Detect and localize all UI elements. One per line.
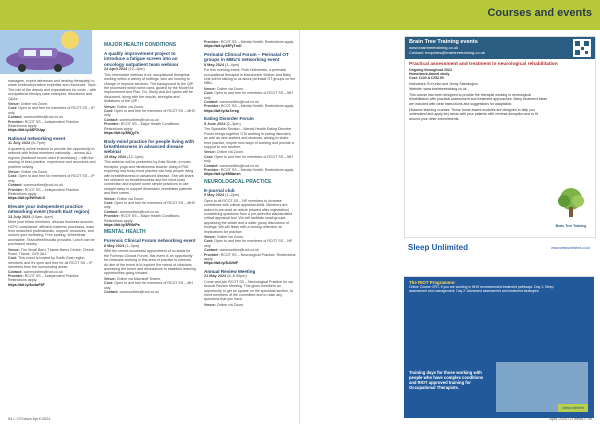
column-3: Provider: RCOT SS – Mental Health. Restrictions apply. https://bit.ly/49FyTmD Perinatal Clinical Forum – Perinatal OT groups in MBU's networking event 8 May 2024 (1–4pm) For this evening event, Ruth Hofmeister, a perinatal occupational therapist in Manchester Mother and Baby Unit will be talking to us about perinatal OT groups on the MBU. Venue: Online via Zoom. Cost: Open to and free for members of RCOT SS – MH only. Contact: communities@rcot.co.uk Provider: RCOT SS – Mental Health. Restrictions apply. https://bit.ly/4a7ersg Eating Disorder Forum 5 June 2024 (2–3pm) The Specialist Section – Mental Health Eating Disorder Forum brings together OTs working in eating disorders, as well as new starters and students, aiming to share best practice, inspire new ways of working and provide a support to one another. Venue: Online via Zoom. Cost: Open to and free for members of RCOT SS – MH only. Contact: communities@rcot.co.uk Provider: RCOT SS – Mental Health. Restrictions apply. https://bit.ly/49Bbnxn NEUROLOGICAL PRACTICE E-journal club 9 May 2024 (1–2pm) Open to all RCOT SS – NP members to increase confidence with critical appraisal skills. Members are asked to pre-read an article (shared after registration) considering questions from a pre-selected standardised critical appraisal tool. We will facilitate small groups appraising the article and a wider group discussion of findings. We will finish with a closing reflection on implications for practice. Venue: Online via Zoom. Cost: Open to and free for members of RCOT SS – NP only. Contact: communities@rcot.co.uk Provider: RCOT SS – Neurological Practice. Restrictions apply. https://bit.ly/3Ui2hIF Annual Review Meeting 21 May 2024 (6–6.30pm) Come and join RCOT SS – Neurological Practice for our Annual Review Meeting. This gives members an opportunity to get an update on the specialist section, to meet members of the committee and to raise any questions that you have. Venue: Online via Zoom. (204, 40, 296, 307)
venue-text: Online via Zoom. (216, 235, 244, 239)
qr-code-icon (573, 39, 591, 57)
event-date: 8 May 2024 (104, 243, 125, 248)
training-info (409, 370, 487, 390)
event-date: 8 May 2024 (204, 62, 225, 67)
contact-link[interactable]: communities@rcot.co.uk (219, 163, 259, 168)
event-time: (6–6.30pm) (227, 274, 247, 279)
event-time: (12–1pm) (128, 67, 145, 72)
car-illustration (0, 30, 92, 74)
page-header (0, 0, 600, 30)
provider-text: RCOT SS – Major Health Conditions. Restrictions apply. (104, 214, 181, 223)
advert-url[interactable]: www.sleepunlimited.co.uk (551, 246, 590, 250)
event-item: Elevate your independent practice networking event (South East region) 13 July 2024 (10am–4pm) Meet your fellow members, discuss business acumen, HCPC compliance, efficient business processes, learn from seasoned professionals, support, resources, and nurture your wellbeing. Free parking. Wheelchair accessible. Tea/coffee/biscuits provided. Lunch can be purchased nearby. Venue: The Small Barn, Thame Barns Centre, Church Road, Thame, OX9 3AJ. Cost: This event is hosted by South East region members and it's open and free for all RCOT SS – IP members from the surrounding areas. Contact: communities@rcot.co.uk Provider: RCOT SS – Independent Practice. Restrictions apply. https://bit.ly/4cdwF4F (8, 204, 98, 288)
event-body: This informative webinar is for occupational therapists working within a variety of settings, who are looking to change or improve services. The background to the QIP, the processes which were used, guided by the Model for Improvement and Plan, Do, Study and Act cycles will be discussed, along with the results, strengths and limitations of the QIP. (104, 72, 194, 104)
event-time: (10am–4pm) (31, 214, 53, 219)
section-heading: NEUROLOGICAL PRACTICE (204, 178, 272, 185)
venue-text: Online via Zoom. (216, 86, 244, 91)
cost-text: Open to and free for members of RCOT SS – MHC only. (104, 109, 196, 118)
event-link[interactable]: https://bit.ly/48FOUpp (8, 128, 46, 133)
event-link[interactable]: https://bit.ly/49FyTmD (204, 44, 242, 49)
advert-header (405, 37, 595, 59)
contact-link[interactable]: communities@rcot.co.uk (119, 117, 159, 122)
event-time: (2–3pm) (226, 121, 241, 126)
course-format: Home/work-based study (409, 71, 450, 76)
contact-link[interactable]: communities@rcot.co.uk (23, 183, 63, 188)
venue-text: Online via Zoom. (20, 102, 48, 107)
advert-brand: Brain Tree Training events (409, 39, 478, 45)
brain-tree-advert (404, 36, 596, 238)
event-body: The Specialist Section – Mental Health Eating Disorder Forum brings together OTs working in eating disorders, as well as new starters and students, aiming to share best practice, inspire new ways of working and provide a support to one another. (204, 127, 294, 149)
venue-text: Online via Zoom. (216, 302, 244, 307)
event-time: (1–4pm) (225, 62, 240, 67)
course-description: This course has been designed to provide the therapist working in neurological rehabilitation with practical assessment and treatment approaches. Many treatment ideas are included with clear instructions and suggestions for adaptation. (409, 93, 548, 106)
event-title: Perinatal Clinical Forum – Perinatal OT groups in MBU's networking event (204, 51, 289, 63)
event-title: Body-mind practice for people living with breathlessness in advanced disease webinar (104, 138, 195, 155)
column-2 (104, 40, 196, 294)
contact-link[interactable]: communities@rcot.co.uk (219, 248, 259, 253)
programme-text: Online Course CPD. If you are working in NHS recommended treatment pathways. Day 1: Sleep assessment and management. Day 2: Advanced assessment and treatment strategies. (409, 285, 554, 294)
advert-badge: sleepunlimited (558, 404, 588, 412)
event-date: 5 June 2024 (204, 121, 226, 126)
event-body: Meet your fellow members, discuss business acumen, HCPC compliance, efficient business processes, learn from seasoned professionals, support, resources, and nurture your wellbeing. Free parking. Wheelchair accessible. Tea/coffee/biscuits provided. Lunch can be purchased nearby. (8, 220, 95, 247)
cost-text: Open to and free for members of RCOT SS – NP only. (204, 239, 293, 248)
event-item: Annual Review Meeting 21 May 2024 (6–6.30pm) Come and join RCOT SS – Neurological Practice for our Annual Review Meeting. This gives members an opportunity to get an update on the specialist section, to meet members of the committee and to raise any questions that you have. Venue: Online via Zoom. (204, 269, 296, 307)
provider-text: RCOT SS – Mental Health. Restrictions apply. (220, 40, 294, 44)
course-ongoing: Ongoing throughout 2024 (409, 67, 452, 72)
venue-text: Online via Zoom. (116, 104, 144, 109)
logo-text: Brain Tree Training (555, 224, 587, 228)
event-body: Come and join RCOT SS – Neurological Practice for our Annual Review Meeting. This gives members an opportunity to get an update on the specialist section, to meet members of the committee and to raise any questions that you have. (204, 279, 294, 302)
event-item: E-journal club 9 May 2024 (1–2pm) Open to all RCOT SS – NP members to increase confidence with critical appraisal skills. Members are asked to pre-read an article (shared after registration) considering questions from a pre-selected standardised critical appraisal tool. We will facilitate small groups appraising the article and a wider group discussion of findings. We will finish with a closing reflection on implications for practice. Venue: Online via Zoom. Cost: Open to and free for members of RCOT SS – NP only. Contact: communities@rcot.co.uk Provider: RCOT SS – Neurological Practice. Restrictions apply. https://bit.ly/3Ui2hIF (204, 187, 296, 266)
event-date: 15 May 2024 (104, 154, 127, 159)
course-title: Practical assessment and treatment in neurological rehabilitation (409, 62, 558, 67)
venue-text: Online via Microsoft Teams. (116, 276, 161, 281)
event-item: Perinatal Clinical Forum – Perinatal OT groups in MBU's networking event 8 May 2024 (1–4pm) For this evening event, Ruth Hofmeister, a perinatal occupational therapist in Manchester Mother and Baby Unit will be talking to us about perinatal OT groups on the MBU. Venue: Online via Zoom. Cost: Open to and free for members of RCOT SS – MH only. Contact: communities@rcot.co.uk Provider: RCOT SS – Mental Health. Restrictions apply. https://bit.ly/4a7ersg (204, 51, 296, 113)
event-body: This webinar will be presented by Kate Binnie, a music therapist, yoga and mindfulness teacher doing a PhD exploring how body-mind practice can help people living with breathlessness in advanced disease. She will share her research on breathlessness and the mind-body connection and explore some simple practices to use straight away to support distressed, breathless patients and their carers. (104, 160, 194, 196)
venue-text: The Small Barn, Thame Barns Centre, Church Road, Thame, OX9 3AJ. (8, 247, 95, 256)
event-body: Open to all RCOT SS – NP members to increase confidence with critical appraisal skills. Members are asked to pre-read an article (shared after registration) considering questions from a pre-selected standardised critical appraisal tool. We will facilitate small groups appraising the article and a wider group discussion of findings. We will finish with a closing reflection on implications for practice. (204, 198, 293, 234)
event-title: Annual Review Meeting (204, 268, 256, 274)
event-item: Forensic Clinical Forum networking event 8 May 2024 (1–3pm) With the recent successful appointment of co-leads for the Forensic Clinical Forum, this event is an opportunity for clinicians working in this area of practice to network. An aim of the event is to explore the needs of clinicians accessing the forum and discussions to establish learning opportunities going forward. Venue: Online via Microsoft Teams. Cost: Open to and free for members of RCOT SS – MH only. Contact: communities@rcot.co.uk (104, 238, 196, 295)
event-link[interactable]: https://bit.ly/4a7ersg (204, 108, 239, 113)
cost-text: Open to and free for members of RCOT SS – MH only. (204, 91, 293, 100)
cost-text: Open to and free for members of RCOT SS – MH only. (204, 154, 293, 164)
event-date: 11 July 2024 (8, 141, 31, 146)
programme-heading: The RIOT Programme: (409, 280, 456, 285)
event-title: Eating Disorder Forum (204, 116, 254, 122)
event-time: (12–1pm) (127, 154, 144, 159)
advert-url[interactable]: www.braintreetraining.co.uk (409, 45, 459, 50)
course-website[interactable]: Website: www.braintreetraining.co.uk (409, 86, 467, 91)
event-body: With the recent successful appointment of co-leads for the Forensic Clinical Forum, this event is an opportunity for clinicians working in this area of practice to network. An aim of the event is to explore the needs of clinicians accessing the forum and discussions to establish learning opportunities going forward. (104, 249, 196, 276)
page-title: Courses and events (487, 7, 592, 19)
brain-tree-logo (553, 187, 589, 227)
venue-text: Online via Zoom. (216, 150, 244, 155)
venue-text: Online via Zoom. (20, 169, 48, 174)
contact-link[interactable]: communities@rcot.co.uk (23, 115, 63, 120)
provider-text: RCOT SS – Mental Health. Restrictions apply. (220, 104, 294, 109)
event-title: Forensic Clinical Forum networking event (104, 238, 196, 244)
event-item: Body-mind practice for people living with breathlessness in advanced disease webinar 15 May 2024 (12–1pm) This webinar will be presented by Kate Binnie, a music therapist, yoga and mindfulness teacher doing a PhD exploring how body-mind practice can help people living with breathlessness in advanced disease. She will share her research on breathlessness and the mind-body connection and explore some simple practices to use straight away to support distressed, breathless patients and their carers. Venue: Online via Zoom. Cost: Open to and free for members of RCOT SS – MHC only. Contact: communities@rcot.co.uk Provider: RCOT SS – Major Health Conditions. Restrictions apply. https://bit.ly/3RVkiPa (104, 138, 196, 227)
event-link[interactable]: https://bit.ly/4cdwF4F (8, 282, 45, 287)
event-link[interactable]: https://bit.ly/3WVstLS (8, 196, 45, 201)
event-title: E-journal club (204, 187, 235, 193)
section-heading: MAJOR HEALTH CONDITIONS (104, 42, 177, 48)
advert-body (404, 277, 594, 296)
sun-icon (61, 31, 79, 49)
event-link[interactable]: https://bit.ly/3BQyTk (104, 131, 139, 136)
contact-link[interactable]: communities@rcot.co.uk (23, 269, 63, 274)
venue-text: Online via Zoom. (116, 196, 144, 201)
intro-text: managers, expert witnesses and treating therapists) to share evidence/practice expertise and resources. Topic: The role of the deputy and expectations for costs – with occupational therapy case examples, discussion and Q&As. (8, 79, 97, 101)
distance-learning-text: Distance learning courses: These home-based modules are designed to help you understand and apply key areas with your patients with minimal disruption and to fit around your other commitments. (409, 107, 538, 121)
event-item: A quality improvement project to introduce a fatigue screen into an oncology outpatient team webinar 24 April 2024 (12–1pm) This informative webinar is for occupational therapists working within a variety of settings, who are looking to change or improve services. The background to the QIP, the processes which were used, guided by the Model for Improvement and Plan, Do, Study and Act cycles will be discussed, along with the results, strengths and limitations of the QIP. Venue: Online via Zoom. Cost: Open to and free for members of RCOT SS – MHC only. Contact: communities@rcot.co.uk Provider: RCOT SS – Major Health Conditions. Restrictions apply. https://bit.ly/3BQyTk (104, 51, 196, 136)
event-title: A quality improvement project to introduce a fatigue screen into an oncology outpatient team webinar (104, 51, 179, 67)
advert-brand: Sleep Unlimited (408, 243, 469, 252)
event-link[interactable]: https://bit.ly/3Ui2hIF (204, 261, 239, 266)
event-time: (6–7pm) (31, 141, 46, 146)
cost-text: Open to and free for members of RCOT SS – MH only. (104, 281, 193, 290)
advert-contact[interactable]: Contact: enquiries@braintreetraining.co.uk (409, 50, 485, 55)
event-time: (1–3pm) (125, 243, 140, 248)
page-number-left: 54 ▹ OTnews April 2024 (8, 416, 51, 421)
provider-text: RCOT SS – Independent Practice. Restrictions apply. (8, 119, 80, 129)
event-date: 9 May 2024 (204, 193, 225, 198)
event-date: 13 July 2024 (8, 214, 31, 219)
event-date: 24 April 2024 (104, 67, 128, 72)
column-1: managers, expert witnesses and treating therapists) to share evidence/practice expertise and resources. Topic: The role of the deputy and expectations for costs – with occupational therapy case examples, discussion and Q&As. Venue: Online via Zoom. Cost: Open to and free for members of RCOT SS – IP only. Contact: communities@rcot.co.uk Provider: RCOT SS – Independent Practice. Restrictions apply. https://bit.ly/48FOUpp National networking event 11 July 2024 (6–7pm) A quarterly online session to provide the opportunity to network with fellow members nationally – across ALL regions (breakout rooms used if necessary) – with the sharing of best practice, experience and resources and problem solving. Venue: Online via Zoom. Cost: Open to and free for members of RCOT SS – IP only. Contact: communities@rcot.co.uk Provider: RCOT SS – Independent Practice. Restrictions apply. https://bit.ly/3WVstLS Elevate your independent practice networking event (South East region) 13 July 2024 (10am–4pm) Meet your fellow members, discuss business acumen, HCPC compliance, efficient business processes, learn from seasoned professionals, support, resources, and nurture your wellbeing. Free parking. Wheelchair accessible. Tea/coffee/biscuits provided. Lunch can be purchased nearby. Venue: The Small Barn, Thame Barns Centre, Church Road, Thame, OX9 3AJ. Cost: This event is hosted by South East region members and it's open and free for all RCOT SS – IP members from the surrounding areas. Contact: communities@rcot.co.uk Provider: RCOT SS – Independent Practice. Restrictions apply. https://bit.ly/4cdwF4F (8, 79, 97, 287)
provider-text: RCOT SS – Neurological Practice. Restrictions apply. (204, 252, 296, 262)
event-title: Elevate your independent practice networking event (South East region) (8, 203, 90, 215)
advert-body (405, 59, 595, 124)
event-time: (1–2pm) (225, 193, 240, 198)
event-link[interactable]: https://bit.ly/3RVkiPa (104, 223, 140, 227)
event-body: A quarterly online session to provide the opportunity to network with fellow members nationally – across ALL regions (breakout rooms used if necessary) – with the sharing of best practice, experience and resources and problem solving. (8, 146, 96, 169)
event-title: National networking event (8, 135, 66, 141)
provider-text: RCOT SS – Independent Practice. Restrictions apply. (8, 187, 80, 196)
event-item: National networking event 11 July 2024 (6–7pm) A quarterly online session to provide the opportunity to network with fellow members nationally – across ALL regions (breakout rooms used if necessary) – with the sharing of best practice, experience and resources and problem solving. Venue: Online via Zoom. Cost: Open to and free for members of RCOT SS – IP only. Contact: communities@rcot.co.uk Provider: RCOT SS – Independent Practice. Restrictions apply. https://bit.ly/3WVstLS (8, 136, 98, 201)
course-instructors: Instructors: Ed Kelso and Jenny Stannington (409, 82, 479, 87)
provider-text: RCOT SS – Major Health Conditions. Restrictions apply. (104, 122, 181, 131)
event-body: For this evening event, Ruth Hofmeister, a perinatal occupational therapist in Manchester Mother and Baby Unit will be talking to us about perinatal OT groups on the MBU. (204, 68, 296, 86)
provider-text: RCOT SS – Independent Practice. Restrictions apply. (8, 274, 80, 283)
event-date: 21 May 2024 (204, 274, 227, 279)
page-spine (299, 30, 300, 424)
event-item: Eating Disorder Forum 5 June 2024 (2–3pm) The Specialist Section – Mental Health Eating Disorder Forum brings together OTs working in eating disorders, as well as new starters and students, aiming to share best practice, inspire new ways of working and provide a support to one another. Venue: Online via Zoom. Cost: Open to and free for members of RCOT SS – MH only. Contact: communities@rcot.co.uk Provider: RCOT SS – Mental Health. Restrictions apply. https://bit.ly/49Bbnxn (204, 116, 296, 176)
cost-text: Open to and free for members of RCOT SS – IP only. (8, 174, 95, 183)
advert-header (404, 242, 594, 277)
tree-icon (553, 187, 589, 219)
sleep-unlimited-advert (404, 242, 594, 418)
cost-text: This event is hosted by South East region members and it's open and free for all RCOT SS – IP members from the surrounding areas. (8, 256, 93, 270)
event-link[interactable]: https://bit.ly/49Bbnxn (204, 172, 241, 177)
contact-link[interactable]: communities@rcot.co.uk (119, 209, 159, 214)
provider-text: RCOT SS – Mental Health. Restrictions apply. (220, 167, 294, 172)
cost-text: Open to and free for members of RCOT SS – MHC only. (104, 200, 196, 210)
contact-link[interactable]: communities@rcot.co.uk (219, 100, 259, 105)
course-cost: Cost: £130 & £252.50 (409, 76, 444, 81)
training-text: Training days for those working with people who have complex conditions and RIOT approved training for Occupational Therapists. (409, 370, 484, 390)
page-number-right: April 2024 OTnews ▹ 55 (549, 416, 592, 421)
contact-link[interactable]: communities@rcot.co.uk (119, 290, 159, 295)
section-heading: MENTAL HEALTH (104, 229, 146, 236)
cost-text: Open to and free for members of RCOT SS – IP only. (8, 106, 95, 115)
